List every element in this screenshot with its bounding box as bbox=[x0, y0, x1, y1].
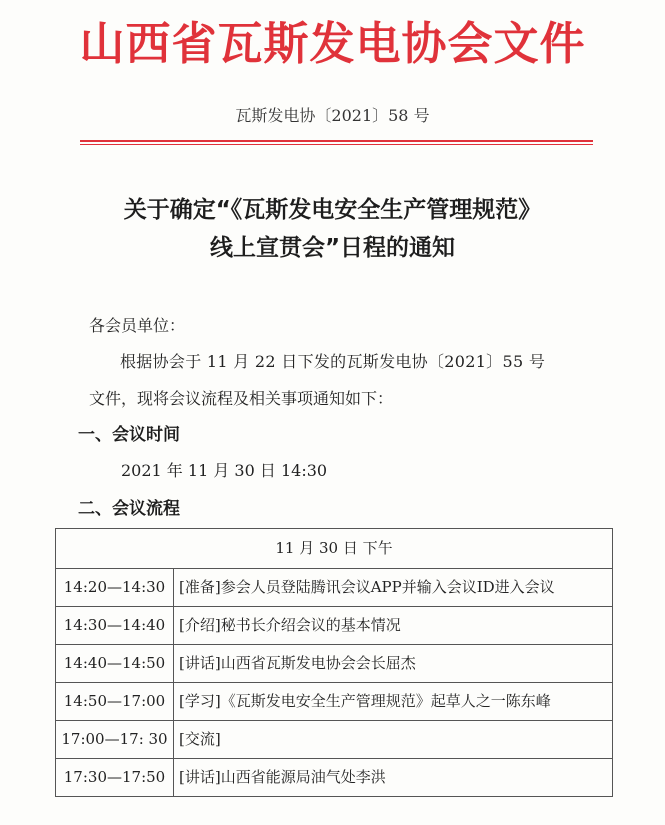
row-item: [讲话]山西省瓦斯发电协会会长屈杰 bbox=[179, 654, 416, 672]
row-item: [交流] bbox=[179, 730, 221, 748]
document-header-title: 山西省瓦斯发电协会文件 bbox=[79, 17, 586, 70]
meeting-time: 2021 年 11 月 30 日 14:30 bbox=[121, 461, 328, 480]
table-row bbox=[56, 569, 612, 607]
table-row bbox=[56, 683, 612, 721]
table-row bbox=[56, 759, 612, 796]
row-time: 17:30—17:50 bbox=[56, 759, 174, 796]
notice-title-line-2: 线上宣贯会”日程的通知 bbox=[209, 235, 456, 261]
row-item: [准备]参会人员登陆腾讯会议APP并输入会议ID进入会议 bbox=[179, 578, 555, 596]
red-divider-thin bbox=[80, 144, 593, 145]
schedule-table-header: 11 月 30 日 下午 bbox=[56, 529, 612, 569]
document-number: 瓦斯发电协〔2021〕58 号 bbox=[235, 106, 430, 125]
table-row bbox=[56, 607, 612, 645]
table-row bbox=[56, 645, 612, 683]
salutation: 各会员单位： bbox=[89, 316, 186, 335]
table-row bbox=[56, 721, 612, 759]
section-heading-time: 一、会议时间 bbox=[78, 425, 180, 445]
row-item: [讲话]山西省能源局油气处李洪 bbox=[179, 768, 386, 786]
row-time: 14:50—17:00 bbox=[56, 683, 174, 720]
row-time: 17:00—17: 30 bbox=[56, 721, 174, 758]
row-time: 14:40—14:50 bbox=[56, 645, 174, 682]
notice-title-line-1: 关于确定“《瓦斯发电安全生产管理规范》 bbox=[123, 197, 542, 223]
section-heading-process: 二、会议流程 bbox=[78, 499, 180, 519]
body-text-line-2: 文件，现将会议流程及相关事项通知如下： bbox=[89, 389, 394, 408]
row-item: [学习]《瓦斯发电安全生产管理规范》起草人之一陈东峰 bbox=[179, 692, 551, 710]
row-time: 14:30—14:40 bbox=[56, 607, 174, 644]
red-divider-thick bbox=[80, 140, 593, 142]
schedule-table bbox=[55, 528, 613, 797]
body-text-line-1: 根据协会于 11 月 22 日下发的瓦斯发电协〔2021〕55 号 bbox=[120, 352, 546, 371]
row-item: [介绍]秘书长介绍会议的基本情况 bbox=[179, 616, 401, 634]
row-time: 14:20—14:30 bbox=[56, 569, 174, 606]
